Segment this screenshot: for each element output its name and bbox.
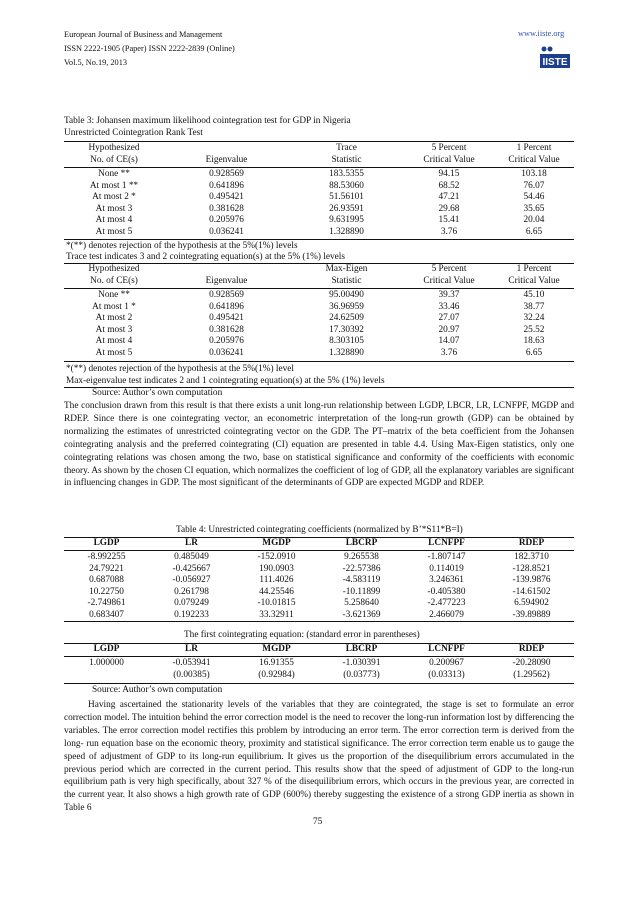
table4-source: Source: Author’s own computation xyxy=(92,685,223,695)
table-cell: At most 3 xyxy=(95,324,133,335)
table-row xyxy=(64,215,574,227)
table-cell: -14.61502 xyxy=(512,586,551,597)
table-header-row xyxy=(64,538,574,550)
table-cell: 51.56101 xyxy=(329,192,364,202)
trace-test-table xyxy=(64,143,574,166)
table-cell: 38.77 xyxy=(523,301,545,312)
table-cell: 35.65 xyxy=(523,203,545,214)
table-cell: 27.07 xyxy=(438,313,460,323)
table-cell xyxy=(164,264,289,276)
table-cell: 0.192233 xyxy=(174,609,209,620)
table-cell: At most 5 xyxy=(95,347,133,358)
table-row xyxy=(64,610,574,622)
table-cell: -2.477223 xyxy=(427,598,466,608)
table-cell: 76.07 xyxy=(523,180,545,191)
table-cell: Critical Value xyxy=(508,154,560,165)
maxeig-note-result: Max-eigenvalue test indicates 2 and 1 cointegrating equation(s) at the 5% (1%) levels xyxy=(66,376,385,386)
table-cell: 24.79221 xyxy=(89,563,124,574)
table-cell: None ** xyxy=(98,169,130,179)
table-cell: 68.52 xyxy=(438,180,460,191)
table-cell: Max-Eigen xyxy=(325,264,368,274)
table-row xyxy=(64,204,574,216)
equation-body xyxy=(64,658,574,681)
table-cell: 44.25546 xyxy=(259,586,294,597)
equation-header xyxy=(64,644,574,656)
journal-name: European Journal of Business and Management xyxy=(64,30,223,39)
table-rule xyxy=(64,288,574,289)
table-cell: 3.76 xyxy=(440,226,458,237)
table-cell: -128.8521 xyxy=(512,563,551,574)
table-cell: 6.65 xyxy=(525,226,543,237)
table-rule xyxy=(64,361,574,362)
maxeig-note-significance: *(**) denotes rejection of the hypothesis at the 5%(1%) level xyxy=(66,364,294,374)
table4-body xyxy=(64,552,574,621)
table-cell: -10.01815 xyxy=(257,598,296,608)
table-row xyxy=(64,325,574,337)
table-cell: MGDP xyxy=(262,538,291,548)
table-cell: 0.485049 xyxy=(174,552,209,562)
table-cell: -10.11899 xyxy=(342,586,381,597)
table-cell: 0.036241 xyxy=(209,347,244,358)
table-cell: Statistic xyxy=(331,154,362,165)
table-cell: LBCRP xyxy=(345,538,378,548)
table-cell: 45.10 xyxy=(523,290,545,300)
table-cell: 25.52 xyxy=(523,324,545,335)
table-cell: 5.258640 xyxy=(344,598,379,608)
maxeig-test-body xyxy=(64,290,574,359)
table-cell: (0.00385) xyxy=(173,669,210,680)
table-row xyxy=(64,587,574,599)
table-cell: At most 1 ** xyxy=(89,180,139,191)
table-row xyxy=(64,181,574,193)
table-row xyxy=(64,227,574,239)
table-rule xyxy=(64,239,574,240)
table-cell: Critical Value xyxy=(423,154,475,165)
journal-issn: ISSN 2222-1905 (Paper) ISSN 2222-2839 (Online) xyxy=(64,44,235,53)
table-cell: 5 Percent xyxy=(431,264,467,274)
table-row xyxy=(64,564,574,576)
table3-subtitle: Unrestricted Cointegration Rank Test xyxy=(64,128,203,138)
page-number: 75 xyxy=(313,817,323,827)
table-cell: At most 4 xyxy=(95,336,133,346)
table-cell: 190.0903 xyxy=(259,563,294,574)
table-cell: 9.631995 xyxy=(329,215,364,225)
table-cell: 18.63 xyxy=(523,336,545,346)
table-cell: Eigenvalue xyxy=(205,275,248,286)
table-row xyxy=(64,313,574,325)
table-cell: LGDP xyxy=(93,538,120,548)
table-cell: 29.68 xyxy=(438,203,460,214)
table-cell: 88.53060 xyxy=(329,180,364,191)
logo-text: IISTE xyxy=(542,57,568,68)
table-cell: Hypothesized xyxy=(88,264,140,274)
table-cell: At most 1 * xyxy=(92,301,136,312)
table3-title: Table 3: Johansen maximum likelihood cointegration test for GDP in Nigeria xyxy=(64,116,351,126)
table-cell: Critical Value xyxy=(508,275,560,286)
table-cell: 3.76 xyxy=(440,347,458,358)
table-cell: No. of CE(s) xyxy=(90,275,138,286)
table-cell: None ** xyxy=(98,290,130,300)
table-cell: 1.328890 xyxy=(329,347,364,358)
table-cell: 0.928569 xyxy=(209,169,244,179)
table-row xyxy=(64,302,574,314)
table-cell: 0.036241 xyxy=(209,226,244,237)
table-row xyxy=(64,658,574,670)
table-row xyxy=(64,169,574,181)
table-cell: 36.96959 xyxy=(329,301,364,312)
table-cell: (1.29562) xyxy=(513,669,550,680)
table-cell: -3.621369 xyxy=(342,609,381,620)
table-row xyxy=(64,290,574,302)
table-row xyxy=(64,575,574,587)
table-cell: -1.807147 xyxy=(427,552,466,562)
table-cell: -39.89889 xyxy=(512,609,551,620)
table-cell: 0.687088 xyxy=(89,575,124,585)
table-cell: Statistic xyxy=(331,275,362,286)
table-cell: RDEP xyxy=(518,538,545,548)
table-cell: 20.04 xyxy=(523,215,545,225)
table-rule xyxy=(64,683,574,684)
table-cell: At most 3 xyxy=(95,203,133,214)
table-header-row xyxy=(64,264,574,276)
table-cell: LGDP xyxy=(93,644,120,654)
table-cell: 0.114019 xyxy=(429,563,464,574)
table-cell: -0.405380 xyxy=(427,586,466,597)
table-cell xyxy=(64,670,149,682)
conclusion-paragraph: The conclusion drawn from this result is that there exists a unit long-run relationship between LGDP, LBCR, LR, LCNFPF, MGDP and RDEP. Since there is one cointegrating vector, an econometric interpretation of the long-run growth (GDP) can be obtained by normalizing the estimates of unrestricted cointegrating vector on the GDP. The PT–matrix of the beta coefficient from the Johansen cointegrating analysis and the preferred cointegrating (CI) equation are presented in table 4.4. Using Max-Eigen statistics, only one cointegrating relations was chosen among the two, base on statistical significance and conformity of the coefficients with economic theory. As shown by the chosen CI equation, which normalizes the coefficient of log of GDP, all the explanatory variables are significant in influencing changes in GDP. The most significant of the determinants of GDP are expected MGDP and RDEP. xyxy=(64,401,574,489)
table-cell: LR xyxy=(185,538,198,548)
table-cell: 1.328890 xyxy=(329,226,364,237)
table-cell: 6.594902 xyxy=(514,598,549,608)
table-cell: 26.93591 xyxy=(329,203,364,214)
error-correction-paragraph: Having ascertained the stationarity levels of the variables that they are cointegrated, the stage is set to formulate an error correction model. The intuition behind the error correction model is the need to recover the long-run information lost by differencing the variables. The error correction model rectifies this problem by introducing an error term. The error correction term is derived from the long- run equation base on the economic theory, proximity and statistical significance. The error correction term enable us to gauge the speed of adjustment of GDP to its long-run equilibrium. It gives us the proportion of the disequilibrium errors accumulated in the previous period which are corrected in the current period. This results show that the speed of adjustment of GDP to the long-run equilibrium path is very high specifically, about 327 % of the disequilibrium errors, which occurs in the previous year, are corrected in the current year. It also shows a high growth rate of GDP (600%) thereby suggesting the existence of a strong GDP inertia as shown in Table 6 xyxy=(64,700,574,814)
table-cell: 95.00490 xyxy=(329,290,364,300)
journal-url-link[interactable]: www.iiste.org xyxy=(518,29,565,38)
table-rule xyxy=(64,656,574,657)
table-cell: Critical Value xyxy=(423,275,475,286)
table-header-row xyxy=(64,155,574,167)
table-rule xyxy=(64,167,574,168)
table-rule xyxy=(64,141,574,142)
table-cell: -152.0910 xyxy=(257,552,296,562)
table-cell: -22.57386 xyxy=(342,563,381,574)
table-cell: (0.03313) xyxy=(428,669,465,680)
table-cell: 14.07 xyxy=(438,336,460,346)
table-cell: 0.495421 xyxy=(209,313,244,323)
table-cell: 0.683407 xyxy=(89,609,124,620)
table-cell: 17.30392 xyxy=(329,324,364,335)
table-row xyxy=(64,552,574,564)
table-cell: 0.381628 xyxy=(209,203,244,214)
table4-header xyxy=(64,538,574,550)
table-cell: 1.000000 xyxy=(89,658,124,668)
table-row xyxy=(64,192,574,204)
table-cell: 1 Percent xyxy=(516,143,552,153)
table-cell: LR xyxy=(185,644,198,654)
table-cell: 1 Percent xyxy=(516,264,552,274)
table-cell: -0.425667 xyxy=(172,563,211,574)
table-cell: 32.24 xyxy=(523,313,545,323)
table-cell: RDEP xyxy=(518,644,545,654)
trace-note-significance: *(**) denotes rejection of the hypothesis at the 5%(1%) levels xyxy=(66,241,298,251)
table-cell: -139.9876 xyxy=(512,575,551,585)
table-cell: At most 4 xyxy=(95,215,133,225)
table-cell: -20.28090 xyxy=(512,658,551,668)
table-cell: (0.03773) xyxy=(343,669,380,680)
trace-test-body xyxy=(64,169,574,238)
table-cell: At most 2 * xyxy=(92,192,136,202)
table-cell: LBCRP xyxy=(345,644,378,654)
table-row xyxy=(64,336,574,348)
table-cell: -0.056927 xyxy=(172,575,211,585)
table-cell: 0.641896 xyxy=(209,301,244,312)
journal-volume: Vol.5, No.19, 2013 xyxy=(64,58,127,67)
table-cell: -8.992255 xyxy=(87,552,126,562)
table-cell xyxy=(164,143,289,155)
table-cell: 8.303105 xyxy=(329,336,364,346)
maxeig-test-table xyxy=(64,264,574,287)
cointegrating-equation-title: The first cointegrating equation: (standard error in parentheses) xyxy=(184,630,420,640)
table-row xyxy=(64,598,574,610)
table-cell: -1.030391 xyxy=(342,658,381,668)
table-cell: 15.41 xyxy=(438,215,460,225)
table-cell: 0.928569 xyxy=(209,290,244,300)
table-cell: 54.46 xyxy=(523,192,545,202)
table-cell: At most 5 xyxy=(95,226,133,237)
table-cell: At most 2 xyxy=(95,313,133,323)
table-cell: 0.381628 xyxy=(209,324,244,335)
table-cell: 182.3710 xyxy=(514,552,549,562)
table-cell: 0.205976 xyxy=(209,215,244,225)
table-header-row xyxy=(64,644,574,656)
table-cell: 0.495421 xyxy=(209,192,244,202)
table-cell: 9.265538 xyxy=(344,552,379,562)
trace-note-result: Trace test indicates 3 and 2 cointegrating equation(s) at the 5% (1%) levels xyxy=(66,252,345,262)
table-cell: 10.22750 xyxy=(89,586,124,597)
table-cell: 0.261798 xyxy=(174,586,209,597)
table-cell: (0.92984) xyxy=(258,669,295,680)
table-cell: LCNFPF xyxy=(428,538,465,548)
table-cell: 0.200967 xyxy=(429,658,464,668)
table-cell: 20.97 xyxy=(438,324,460,335)
table-cell: 5 Percent xyxy=(431,143,467,153)
table-cell: 2.466079 xyxy=(429,609,464,620)
table-cell: MGDP xyxy=(262,644,291,654)
table-cell: 0.205976 xyxy=(209,336,244,346)
table-cell: 16.91355 xyxy=(259,658,294,668)
table-cell: 183.5355 xyxy=(329,169,364,179)
table-cell: 6.65 xyxy=(525,347,543,358)
table-cell: -4.583119 xyxy=(342,575,381,585)
table-cell: 94.15 xyxy=(438,169,460,179)
table-cell: 39.37 xyxy=(438,290,460,300)
table-cell: -2.749861 xyxy=(87,598,126,608)
table-cell: Trace xyxy=(336,143,357,153)
table-cell: 0.641896 xyxy=(209,180,244,191)
table-cell: 3.246361 xyxy=(429,575,464,585)
table-cell: Eigenvalue xyxy=(205,154,248,165)
table-cell: Hypothesized xyxy=(88,143,140,153)
table-cell: LCNFPF xyxy=(428,644,465,654)
iiste-logo xyxy=(538,44,572,70)
table3-source: Source: Author’s own computation xyxy=(92,388,223,398)
table-cell: -0.053941 xyxy=(172,658,211,668)
table-cell: 103.18 xyxy=(521,169,547,179)
table4-title: Table 4: Unrestricted cointegrating coefficients (normalized by B’*S11*B=I) xyxy=(176,525,463,535)
table-header-row xyxy=(64,143,574,155)
table-cell: 0.079249 xyxy=(174,598,209,608)
table-row xyxy=(64,670,574,682)
table-row xyxy=(64,348,574,360)
table-cell: 24.62509 xyxy=(329,313,364,323)
table-cell: No. of CE(s) xyxy=(90,154,138,165)
table-cell: 33.32911 xyxy=(259,609,294,620)
table-cell: 33.46 xyxy=(438,301,460,312)
table-header-row xyxy=(64,276,574,288)
table-cell: 47.21 xyxy=(438,192,460,202)
journal-header xyxy=(64,29,235,68)
table-rule xyxy=(64,550,574,551)
table-cell: 111.4026 xyxy=(259,575,294,585)
table-rule xyxy=(64,621,574,622)
